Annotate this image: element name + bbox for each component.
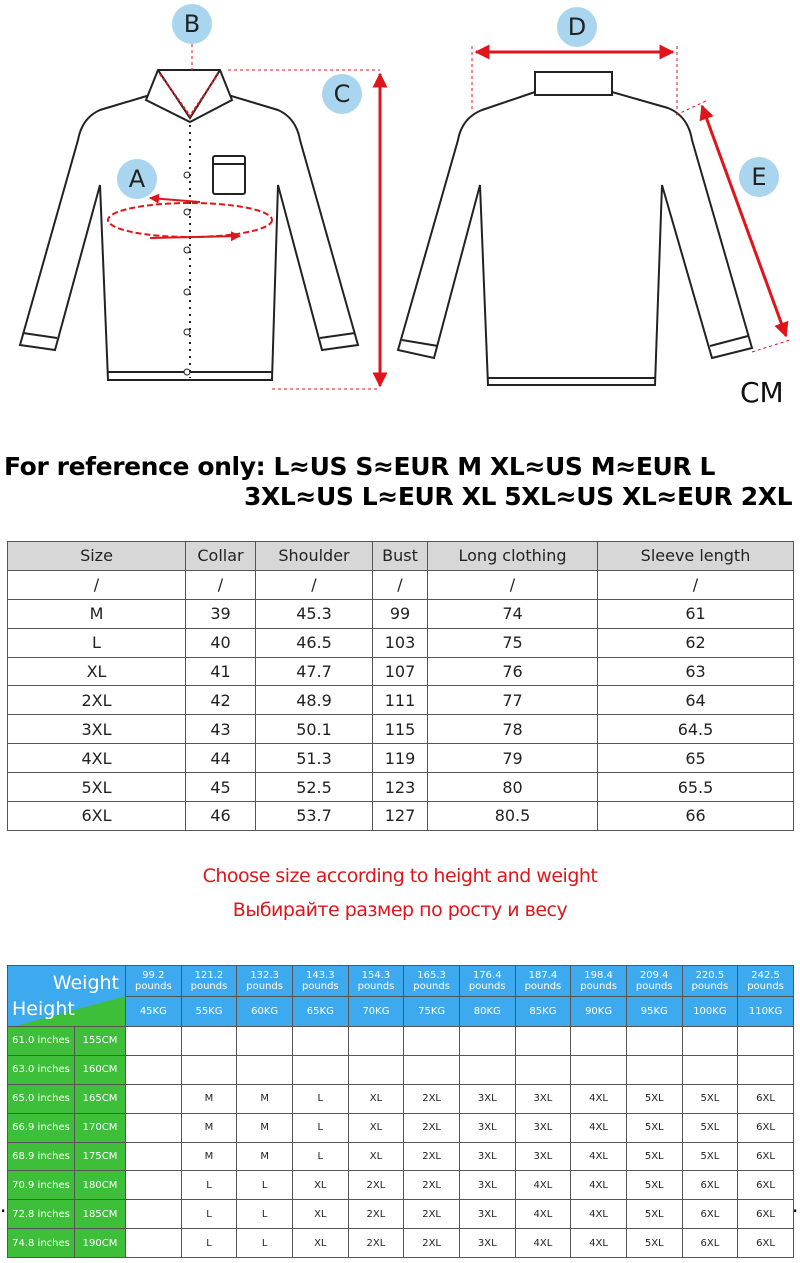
recommended-size-cell: 2XL	[404, 1229, 460, 1258]
recommended-size-cell	[126, 1055, 182, 1084]
recommended-size-cell: XL	[348, 1084, 404, 1113]
size-table-cell: 123	[373, 773, 428, 802]
recommended-size-cell: XL	[292, 1200, 348, 1229]
header-shoulder: Shoulder	[256, 542, 373, 571]
size-table-cell: /	[186, 570, 256, 599]
size-table-row	[8, 744, 794, 773]
size-table-row	[8, 599, 794, 628]
recommended-size-cell	[626, 1055, 682, 1084]
recommended-size-cell: 2XL	[404, 1171, 460, 1200]
size-table-cell: 6XL	[8, 802, 186, 831]
size-table-cell: 65.5	[598, 773, 794, 802]
header-long-clothing: Long clothing	[428, 542, 598, 571]
weight-kg-header: 55KG	[181, 997, 237, 1027]
size-table-cell: 64.5	[598, 715, 794, 744]
weight-pounds-header: 198.4 pounds	[571, 966, 627, 997]
recommended-size-cell: 6XL	[682, 1200, 738, 1229]
recommended-size-cell	[126, 1229, 182, 1258]
weight-pounds-header: 132.3 pounds	[237, 966, 293, 997]
recommended-size-cell: L	[237, 1229, 293, 1258]
size-table-cell: 65	[598, 744, 794, 773]
weight-pounds-header: 99.2 pounds	[126, 966, 182, 997]
recommended-size-cell	[237, 1055, 293, 1084]
recommended-size-cell	[126, 1084, 182, 1113]
weight-pounds-header: 121.2 pounds	[181, 966, 237, 997]
size-table-cell: 43	[186, 715, 256, 744]
size-table-cell: L	[8, 628, 186, 657]
recommended-size-cell	[126, 1171, 182, 1200]
recommended-size-cell: 4XL	[515, 1200, 571, 1229]
weight-kg-header: 100KG	[682, 997, 738, 1027]
height-cm-cell: 155CM	[75, 1027, 126, 1056]
size-table-cell: 75	[428, 628, 598, 657]
recommended-size-cell: XL	[292, 1229, 348, 1258]
recommended-size-cell	[126, 1142, 182, 1171]
size-table-cell: /	[373, 570, 428, 599]
recommended-size-cell: 2XL	[404, 1142, 460, 1171]
recommended-size-cell: 5XL	[626, 1142, 682, 1171]
recommended-size-cell	[126, 1200, 182, 1229]
weight-kg-header: 85KG	[515, 997, 571, 1027]
recommended-size-cell: M	[237, 1084, 293, 1113]
recommended-size-cell	[459, 1055, 515, 1084]
recommended-size-cell	[181, 1027, 237, 1056]
weight-pounds-header: 220.5 pounds	[682, 966, 738, 997]
height-inches-cell: 74.8 inches	[8, 1229, 75, 1258]
size-table-cell: 40	[186, 628, 256, 657]
recommended-size-cell: 4XL	[515, 1229, 571, 1258]
height-inches-cell: 61.0 inches	[8, 1027, 75, 1056]
size-table-row	[8, 570, 794, 599]
recommended-size-cell: L	[237, 1200, 293, 1229]
recommended-size-cell	[404, 1027, 460, 1056]
recommended-size-cell: 3XL	[459, 1200, 515, 1229]
recommended-size-cell	[738, 1027, 794, 1056]
recommended-size-cell: 2XL	[404, 1200, 460, 1229]
recommended-size-cell: L	[237, 1171, 293, 1200]
reference-line-1: For reference only: L≈US S≈EUR M XL≈US M≈EUR L	[4, 452, 716, 481]
size-table-cell: 80	[428, 773, 598, 802]
guide-text-en: Choose size according to height and weight	[202, 865, 598, 887]
recommended-size-cell: L	[292, 1113, 348, 1142]
recommended-size-cell: 2XL	[348, 1229, 404, 1258]
height-row	[8, 1027, 794, 1056]
header-bust: Bust	[373, 542, 428, 571]
recommended-size-cell: 3XL	[459, 1142, 515, 1171]
height-inches-cell: 68.9 inches	[8, 1142, 75, 1171]
weight-kg-header: 60KG	[237, 997, 293, 1027]
size-table-cell: XL	[8, 657, 186, 686]
size-table-cell: 48.9	[256, 686, 373, 715]
size-table-cell: 107	[373, 657, 428, 686]
recommended-size-cell: XL	[292, 1171, 348, 1200]
recommended-size-cell	[348, 1055, 404, 1084]
recommended-size-cell	[404, 1055, 460, 1084]
recommended-size-cell: 6XL	[738, 1113, 794, 1142]
edge-dot-left: .	[0, 1193, 7, 1217]
svg-text:D: D	[567, 13, 587, 41]
recommended-size-cell: 2XL	[404, 1113, 460, 1142]
height-cm-cell: 175CM	[75, 1142, 126, 1171]
recommended-size-cell: L	[181, 1200, 237, 1229]
svg-text:C: C	[333, 80, 351, 108]
recommended-size-cell: 2XL	[348, 1200, 404, 1229]
height-inches-cell: 72.8 inches	[8, 1200, 75, 1229]
unit-label: CM	[740, 376, 784, 409]
height-cm-cell: 160CM	[75, 1055, 126, 1084]
weight-axis-label: Weight	[52, 972, 119, 994]
height-inches-cell: 65.0 inches	[8, 1084, 75, 1113]
size-table	[7, 541, 794, 831]
weight-kg-header: 65KG	[292, 997, 348, 1027]
size-table-cell: 46	[186, 802, 256, 831]
recommended-size-cell: 3XL	[515, 1142, 571, 1171]
weight-pounds-header: 209.4 pounds	[626, 966, 682, 997]
size-table-cell: 42	[186, 686, 256, 715]
recommended-size-cell	[126, 1027, 182, 1056]
size-table-cell: /	[428, 570, 598, 599]
recommended-size-cell: 6XL	[738, 1142, 794, 1171]
size-table-cell: 5XL	[8, 773, 186, 802]
recommended-size-cell	[181, 1055, 237, 1084]
recommended-size-cell	[292, 1027, 348, 1056]
reference-line-2: 3XL≈US L≈EUR XL 5XL≈US XL≈EUR 2XL	[244, 482, 793, 511]
size-table-cell: 76	[428, 657, 598, 686]
svg-text:B: B	[183, 10, 201, 38]
size-table-cell: 64	[598, 686, 794, 715]
size-table-cell: 78	[428, 715, 598, 744]
size-table-cell: 50.1	[256, 715, 373, 744]
recommended-size-cell: 6XL	[738, 1200, 794, 1229]
size-table-cell: 41	[186, 657, 256, 686]
recommended-size-cell: M	[181, 1142, 237, 1171]
recommended-size-cell: 5XL	[682, 1084, 738, 1113]
recommended-size-cell	[515, 1055, 571, 1084]
height-cm-cell: 185CM	[75, 1200, 126, 1229]
svg-text:A: A	[128, 165, 146, 193]
header-size: Size	[8, 542, 186, 571]
size-table-cell: 52.5	[256, 773, 373, 802]
recommended-size-cell	[515, 1027, 571, 1056]
recommended-size-cell: 4XL	[571, 1113, 627, 1142]
recommended-size-cell	[292, 1055, 348, 1084]
edge-dot-right: .	[792, 1193, 799, 1217]
shirt-measurement-diagram	[0, 0, 800, 420]
header-collar: Collar	[186, 542, 256, 571]
size-table-cell: 99	[373, 599, 428, 628]
badge-a	[117, 159, 157, 199]
size-table-cell: /	[256, 570, 373, 599]
recommended-size-cell	[626, 1027, 682, 1056]
height-inches-cell: 70.9 inches	[8, 1171, 75, 1200]
recommended-size-cell: 4XL	[515, 1171, 571, 1200]
badge-c	[322, 74, 362, 114]
height-row	[8, 1171, 794, 1200]
height-inches-cell: 66.9 inches	[8, 1113, 75, 1142]
height-cm-cell: 165CM	[75, 1084, 126, 1113]
recommended-size-cell: XL	[348, 1142, 404, 1171]
weight-pounds-header: 154.3 pounds	[348, 966, 404, 997]
weight-pounds-header: 143.3 pounds	[292, 966, 348, 997]
weight-kg-header: 90KG	[571, 997, 627, 1027]
recommended-size-cell	[738, 1055, 794, 1084]
weight-pounds-header: 242.5 pounds	[738, 966, 794, 997]
recommended-size-cell: 6XL	[738, 1084, 794, 1113]
size-table-cell: 77	[428, 686, 598, 715]
height-cm-cell: 170CM	[75, 1113, 126, 1142]
height-row	[8, 1055, 794, 1084]
size-table-row	[8, 628, 794, 657]
size-table-cell: 39	[186, 599, 256, 628]
size-table-header	[8, 542, 794, 571]
size-table-cell: 2XL	[8, 686, 186, 715]
weight-pounds-header: 187.4 pounds	[515, 966, 571, 997]
size-table-cell: 80.5	[428, 802, 598, 831]
height-cm-cell: 190CM	[75, 1229, 126, 1258]
recommended-size-cell: 3XL	[459, 1084, 515, 1113]
size-table-cell: 115	[373, 715, 428, 744]
size-table-row	[8, 715, 794, 744]
height-row	[8, 1113, 794, 1142]
recommended-size-cell: 4XL	[571, 1200, 627, 1229]
recommended-size-cell: M	[237, 1142, 293, 1171]
recommended-size-cell: 6XL	[682, 1171, 738, 1200]
recommended-size-cell: XL	[348, 1113, 404, 1142]
size-table-row	[8, 802, 794, 831]
svg-text:E: E	[751, 163, 767, 191]
size-table-cell: 79	[428, 744, 598, 773]
recommended-size-cell: 3XL	[515, 1084, 571, 1113]
weight-kg-header: 45KG	[126, 997, 182, 1027]
height-axis-label: Height	[12, 998, 75, 1020]
height-cm-cell: 180CM	[75, 1171, 126, 1200]
recommended-size-cell: 3XL	[515, 1113, 571, 1142]
recommended-size-cell: M	[181, 1084, 237, 1113]
size-table-cell: /	[598, 570, 794, 599]
weight-kg-header: 110KG	[738, 997, 794, 1027]
weight-kg-header: 80KG	[459, 997, 515, 1027]
recommended-size-cell: 4XL	[571, 1229, 627, 1258]
recommended-size-cell: 2XL	[348, 1171, 404, 1200]
size-table-cell: /	[8, 570, 186, 599]
size-table-cell: 51.3	[256, 744, 373, 773]
size-table-cell: 62	[598, 628, 794, 657]
recommended-size-cell: 3XL	[459, 1113, 515, 1142]
shirt-back-outline	[398, 72, 752, 385]
size-table-row	[8, 686, 794, 715]
recommended-size-cell	[348, 1027, 404, 1056]
recommended-size-cell: 3XL	[459, 1171, 515, 1200]
weight-pounds-header: 165.3 pounds	[404, 966, 460, 997]
height-weight-table	[7, 965, 794, 1258]
size-table-cell: 66	[598, 802, 794, 831]
weight-pounds-header: 176.4 pounds	[459, 966, 515, 997]
recommended-size-cell: 4XL	[571, 1142, 627, 1171]
recommended-size-cell: 5XL	[626, 1229, 682, 1258]
table-corner	[8, 966, 126, 1027]
recommended-size-cell: 5XL	[626, 1171, 682, 1200]
recommended-size-cell	[459, 1027, 515, 1056]
size-table-cell: 3XL	[8, 715, 186, 744]
recommended-size-cell: M	[237, 1113, 293, 1142]
recommended-size-cell: L	[292, 1142, 348, 1171]
recommended-size-cell: 5XL	[682, 1113, 738, 1142]
size-table-cell: 45	[186, 773, 256, 802]
recommended-size-cell	[682, 1027, 738, 1056]
weight-pounds-row	[8, 966, 794, 997]
height-row	[8, 1084, 794, 1113]
size-table-cell: M	[8, 599, 186, 628]
size-table-cell: 46.5	[256, 628, 373, 657]
weight-kg-header: 75KG	[404, 997, 460, 1027]
recommended-size-cell: 5XL	[626, 1084, 682, 1113]
recommended-size-cell: M	[181, 1113, 237, 1142]
weight-kg-header: 95KG	[626, 997, 682, 1027]
recommended-size-cell: 5XL	[626, 1113, 682, 1142]
size-table-cell: 61	[598, 599, 794, 628]
weight-kg-header: 70KG	[348, 997, 404, 1027]
size-table-cell: 53.7	[256, 802, 373, 831]
size-table-cell: 4XL	[8, 744, 186, 773]
recommended-size-cell: 2XL	[404, 1084, 460, 1113]
recommended-size-cell: 4XL	[571, 1084, 627, 1113]
recommended-size-cell: 6XL	[682, 1229, 738, 1258]
recommended-size-cell: 6XL	[738, 1229, 794, 1258]
size-table-cell: 103	[373, 628, 428, 657]
recommended-size-cell: 5XL	[682, 1142, 738, 1171]
recommended-size-cell: L	[181, 1229, 237, 1258]
recommended-size-cell: L	[292, 1084, 348, 1113]
height-inches-cell: 63.0 inches	[8, 1055, 75, 1084]
recommended-size-cell: 3XL	[459, 1229, 515, 1258]
size-table-cell: 63	[598, 657, 794, 686]
size-table-row	[8, 657, 794, 686]
recommended-size-cell	[126, 1113, 182, 1142]
size-table-cell: 45.3	[256, 599, 373, 628]
size-table-cell: 47.7	[256, 657, 373, 686]
recommended-size-cell	[682, 1055, 738, 1084]
recommended-size-cell: L	[181, 1171, 237, 1200]
badge-e	[739, 157, 779, 197]
recommended-size-cell	[571, 1027, 627, 1056]
recommended-size-cell: 5XL	[626, 1200, 682, 1229]
size-table-cell: 74	[428, 599, 598, 628]
size-table-cell: 111	[373, 686, 428, 715]
recommended-size-cell	[237, 1027, 293, 1056]
recommended-size-cell: 4XL	[571, 1171, 627, 1200]
header-sleeve-length: Sleeve length	[598, 542, 794, 571]
size-table-cell: 119	[373, 744, 428, 773]
badge-d	[557, 7, 597, 47]
height-row	[8, 1200, 794, 1229]
height-row	[8, 1142, 794, 1171]
recommended-size-cell	[571, 1055, 627, 1084]
size-table-row	[8, 773, 794, 802]
recommended-size-cell: 6XL	[738, 1171, 794, 1200]
guide-text-ru: Выбирайте размер по росту и весу	[232, 899, 568, 921]
badge-b	[172, 4, 212, 44]
size-table-cell: 127	[373, 802, 428, 831]
size-table-cell: 44	[186, 744, 256, 773]
height-row	[8, 1229, 794, 1258]
